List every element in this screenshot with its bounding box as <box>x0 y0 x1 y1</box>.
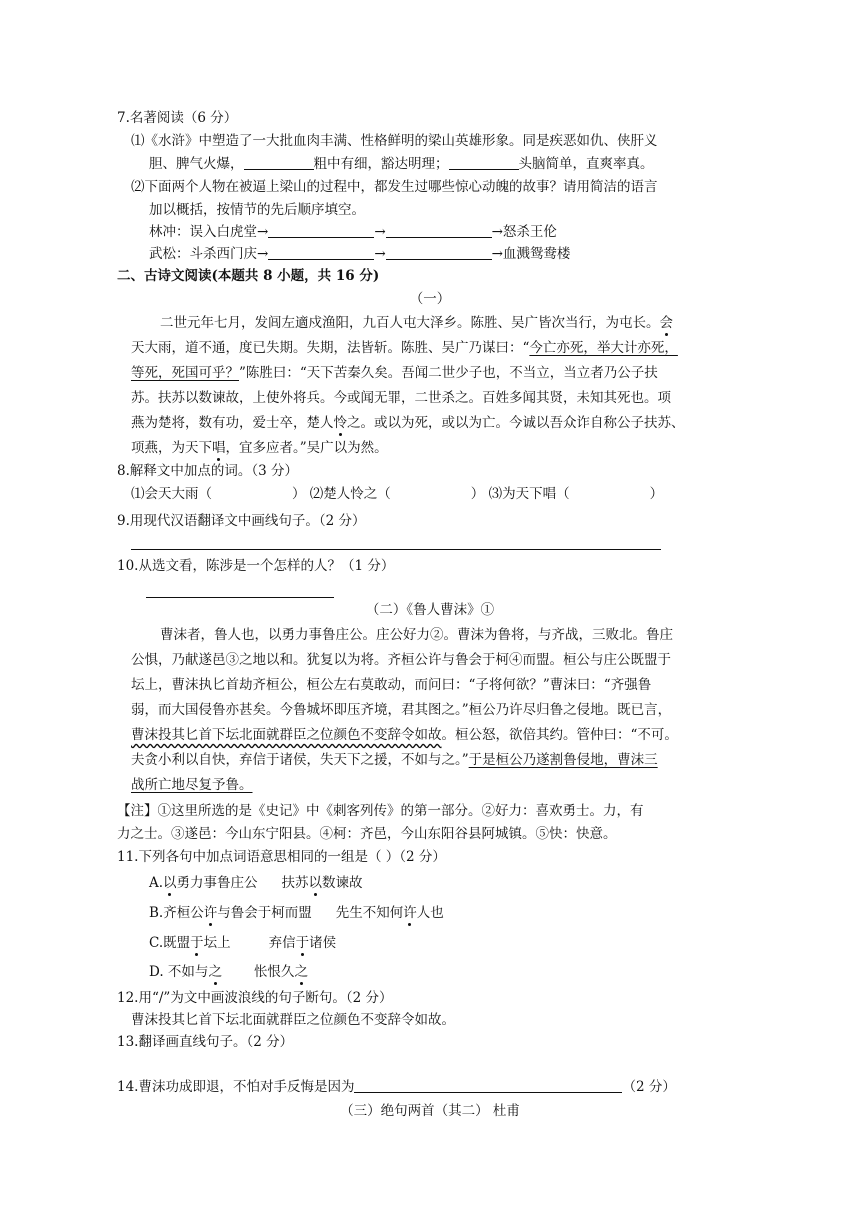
q7-part1-line1: ⑴《水浒》中塑造了一大批血肉丰满、性格鲜明的梁山英雄形象。同是疾恶如仇、侠肝义 <box>131 133 658 149</box>
straight-underlined-sentence-part2: 战所亡地尽复予鲁。 <box>131 777 253 793</box>
opt-d-dot1: 之 <box>208 964 222 980</box>
note-line1: 【注】①这里所选的是《史记》中《刺客列传》的第一部分。②好力：喜欢勇士。力，有 <box>117 803 644 819</box>
passage1-line6-text-a: 项燕，为天下 <box>131 440 212 456</box>
opt-b-text3: 人也 <box>416 905 444 921</box>
lin-chong-end: →怒杀王伦 <box>491 224 557 240</box>
opt-d-text2: 怅恨久 <box>253 964 295 980</box>
passage1-line1 <box>160 313 673 333</box>
opt-d-label: D. 不如与 <box>149 964 209 980</box>
q11-option-d[interactable] <box>149 962 308 982</box>
q12-title: 12.用“/”为文中画波浪线的句子断句。（2 分） <box>117 990 393 1006</box>
q7-wu-song-line <box>149 244 570 264</box>
lin-chong-arrow: → <box>374 224 386 240</box>
q7-part1-text-a: 胆、脾气火爆， <box>149 156 244 172</box>
q8-item3: ） ⑶为天下唱（ <box>470 486 570 502</box>
q7-blank-1[interactable] <box>244 155 314 170</box>
wavy-underlined-sentence: 曹沫投其匕首下坛北面就群臣之位颜色不变辞令如故 <box>131 727 442 743</box>
dotted-word-chang: 唱 <box>212 440 226 456</box>
q11-option-c[interactable] <box>149 933 336 953</box>
lin-chong-blank-2[interactable] <box>386 223 492 238</box>
opt-c-text2: 弃信 <box>268 935 296 951</box>
wu-song-blank-2[interactable] <box>386 245 492 260</box>
q7-part2-line2: 加以概括，按情节的先后顺序填空。 <box>149 202 365 218</box>
lin-chong-blank-1[interactable] <box>268 223 374 238</box>
passage1-line6 <box>131 438 388 458</box>
section-2-sub2: （二）《鲁人曹沫》① <box>365 602 495 618</box>
section-2-sub1: （一） <box>409 291 451 307</box>
q7-blank-2[interactable] <box>449 155 519 170</box>
q8-items <box>131 484 663 504</box>
dotted-word-hui: 会 <box>659 315 673 331</box>
q8-item2: ） ⑵楚人怜之（ <box>292 486 391 502</box>
opt-b-text2: 先生不知何 <box>335 905 404 921</box>
lin-chong-start: 林冲：误入白虎堂→ <box>149 224 269 240</box>
q7-part2-line1: ⑵下面两个人物在被逼上梁山的过程中，都发生过哪些惊心动魄的故事？请用简洁的语言 <box>131 179 658 195</box>
wu-song-blank-1[interactable] <box>268 245 374 260</box>
passage1-line3 <box>131 363 658 383</box>
section-2-sub3: （三）绝句两首（其二） 杜甫 <box>340 1103 520 1119</box>
passage2-line1: 曹沫者，鲁人也，以勇力事鲁庄公。庄公好力②。曹沫为鲁将，与齐战，三败北。鲁庄 <box>160 627 673 643</box>
opt-c-label: C.既盟 <box>149 935 191 951</box>
q8-close-paren: ） <box>649 486 664 502</box>
q7-part1-text-c: 头脑简单，直爽率真。 <box>518 156 654 172</box>
passage2-line6-text: 夫贪小利以自快，弃信于诸侯，失天下之援，不如与之。” <box>131 752 469 768</box>
passage2-line6 <box>131 750 658 770</box>
q11-option-a[interactable] <box>149 873 363 893</box>
underlined-sentence-part1: 今亡亦死，举大计亦死， <box>529 340 678 356</box>
q11-option-b[interactable] <box>149 903 444 923</box>
passage1-line5-text-a: 燕为楚将，数有功，爱士卒，楚人 <box>131 415 334 431</box>
opt-a-text2: 扶苏 <box>281 875 309 891</box>
section-2-heading: 二、古诗文阅读(本题共 8 小题，共 16 分) <box>117 268 380 284</box>
q14-points: （2 分） <box>622 1079 676 1095</box>
passage2-line3: 坛上，曹沫执匕首劫齐桓公，桓公左右莫敢动，而问曰：“子将何欲？”曹沫曰：“齐强鲁 <box>131 677 652 693</box>
wu-song-arrow: → <box>374 246 386 262</box>
q10-title: 10.从选文看，陈涉是一个怎样的人？（1 分） <box>117 558 395 574</box>
passage1-line1-text: 二世元年七月，发闾左適戍渔阳，九百人屯大泽乡。陈胜、吴广皆次当行，为屯长。 <box>160 315 660 331</box>
opt-a-text1: 勇力事鲁庄公 <box>176 875 258 891</box>
wu-song-start: 武松：斗杀西门庆→ <box>149 246 269 262</box>
passage1-line2-text: 天大雨，道不通，度已失期。失期，法皆斩。陈胜、吴广乃谋曰：“ <box>131 340 530 356</box>
q7-part1-text-b: 粗中有细，豁达明理； <box>313 156 449 172</box>
passage2-line5 <box>131 725 678 745</box>
opt-c-text1: 坛上 <box>203 935 231 951</box>
straight-underlined-sentence-part1: 于是桓公乃遂割鲁侵地，曹沫三 <box>468 752 658 768</box>
q8-title: 8.解释文中加点的词。（3 分） <box>117 463 299 479</box>
passage1-line5 <box>131 413 685 433</box>
q7-lin-chong-line <box>149 222 557 242</box>
opt-b-dot2: 许 <box>403 905 417 921</box>
q14-text: 14.曹沫功成即退，不怕对手反悔是因为 <box>117 1079 355 1095</box>
wu-song-end: →血溅鸳鸯楼 <box>491 246 571 262</box>
passage2-line2: 公惧，乃献遂邑③之地以和。犹复以为将。齐桓公许与鲁会于柯④而盟。桓公与庄公既盟于 <box>131 652 671 668</box>
q12-sentence[interactable]: 曹沫投其匕首下坛北面就群臣之位颜色不变辞令如故。 <box>131 1012 455 1028</box>
opt-a-text3: 数谏故 <box>322 875 363 891</box>
q7-title: 7.名著阅读（6 分） <box>117 110 238 126</box>
opt-c-dot2: 于 <box>295 935 310 951</box>
passage2-line7 <box>131 775 253 795</box>
passage1-line3-text: ”陈胜曰：“天下苦秦久矣。吾闻二世少子也，不当立，当立者乃公子扶 <box>239 365 658 381</box>
opt-c-text3: 诸侯 <box>309 935 337 951</box>
q13-title: 13.翻译画直线句子。（2 分） <box>117 1034 294 1050</box>
opt-b-label: B.齐桓公 <box>149 905 204 921</box>
passage1-line6-text-b: ，宜多应者。”吴广以为然。 <box>225 440 388 456</box>
opt-b-text1: 与鲁会于柯而盟 <box>217 905 312 921</box>
opt-c-dot1: 于 <box>190 935 204 951</box>
q10-answer-line[interactable] <box>146 597 334 598</box>
opt-d-dot2: 之 <box>294 964 308 980</box>
opt-a-label: A. <box>149 875 164 891</box>
q9-title: 9.用现代汉语翻译文中画线句子。（2 分） <box>117 513 366 529</box>
opt-a-dot2: 以 <box>308 875 323 891</box>
q7-part1-line2 <box>149 154 654 174</box>
q14-line <box>117 1077 676 1097</box>
opt-b-dot1: 许 <box>203 905 218 921</box>
q14-answer-blank[interactable] <box>354 1078 622 1093</box>
q8-item1: ⑴会天大雨（ <box>131 486 212 502</box>
passage1-line5-text-b: 之。或以为死，或以为亡。今诚以吾众诈自称公子扶苏、 <box>347 415 685 431</box>
dotted-word-lian: 怜 <box>333 415 347 431</box>
passage1-line4: 苏。扶苏以数谏故，上使外将兵。今或闻无罪，二世杀之。百姓多闻其贤，未知其死也。项 <box>131 390 671 406</box>
passage2-line5-text: 。桓公怒，欲倍其约。管仲曰：“不可。 <box>441 727 678 743</box>
underlined-sentence-part2: 等死，死国可乎？ <box>131 365 239 381</box>
passage1-line2 <box>131 338 678 358</box>
q11-title: 11.下列各句中加点词语意思相同的一组是（ ）（2 分） <box>117 849 446 865</box>
note-line2: 力之士。③遂邑：今山东宁阳县。④柯：齐邑，今山东阳谷县阿城镇。⑤快：快意。 <box>117 826 617 842</box>
q9-answer-line[interactable] <box>131 549 661 550</box>
passage2-line4: 弱，而大国侵鲁亦甚矣。今鲁城坏即压齐境，君其图之。”桓公乃许尽归鲁之侵地。既已言， <box>131 702 672 718</box>
opt-a-dot1: 以 <box>163 875 177 891</box>
